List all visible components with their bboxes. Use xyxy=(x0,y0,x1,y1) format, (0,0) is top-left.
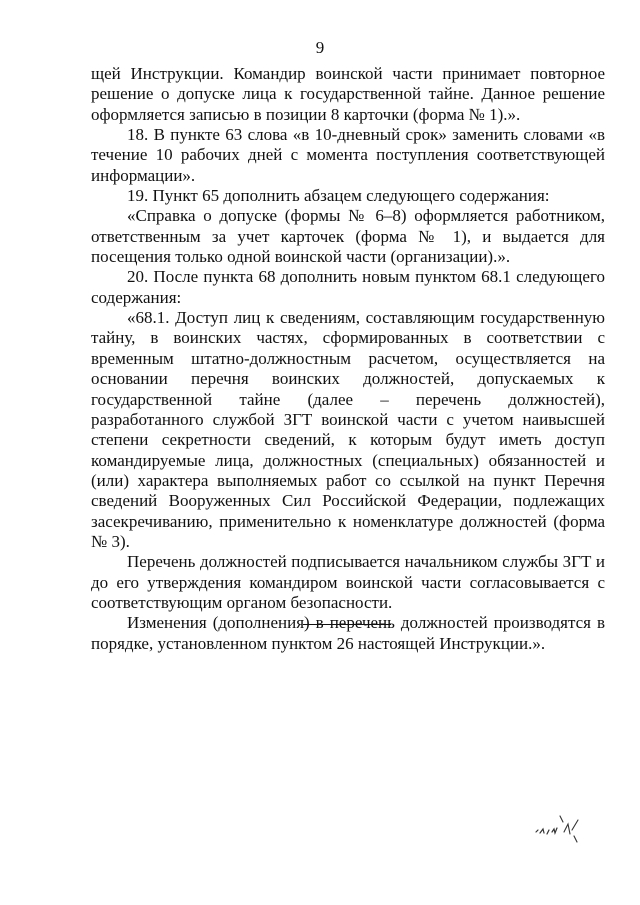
paragraph-list-changes: Изменения (дополнения) в перечень должностей производятся в порядке, установленном пунктом 26 настоящей Инструкции.». xyxy=(91,613,605,653)
page-number: 9 xyxy=(315,38,325,57)
paragraph-item-18: 18. В пункте 63 слова «в 10-дневный срок» заменить словами «в течение 10 рабочих дней с момента поступления соответствующей информации». xyxy=(91,125,605,185)
paragraph-item-20: 20. После пункта 68 дополнить новым пунктом 68.1 следующего содержания: xyxy=(91,267,605,307)
end-divider xyxy=(303,624,391,625)
paragraph-continuation: щей Инструкции. Командир воинской части принимает повторное решение о допуске лица к государственной тайне. Данное решение оформляется записью в позиции 8 карточки (форма № 1).». xyxy=(91,64,605,124)
paragraph-list-approval: Перечень должностей подписывается начальником службы ЗГТ и до его утверждения командиром воинской части согласовывается с соответствующим органом безопасности. xyxy=(91,552,605,612)
paragraph-item-19-quote: «Справка о допуске (формы № 6–8) оформляется работником, ответственным за учет карточек (форма № 1), и выдается для посещения только одной воинской части (организации).». xyxy=(91,206,605,267)
handwritten-signature-icon xyxy=(530,808,590,850)
document-body xyxy=(91,64,605,654)
paragraph-item-19: 19. Пункт 65 дополнить абзацем следующего содержания: xyxy=(127,186,550,206)
paragraph-item-68-1: «68.1. Доступ лиц к сведениям, составляющим государственную тайну, в воинских частях, сформированных в соответствии с временным штатно-должностным расчетом, осуществляется на основании перечня воинских должностей, допускаемых к государственной тайне (далее – перечень должностей), разработанного службой ЗГТ воинской части с учетом наивысшей степени секретности сведений, к которым будут иметь доступ командируемые лица, должностных (специальных) обязанностей и (или) характера выполняемых работ со ссылкой на пункт Перечня сведений Вооруженных Сил Российской Федерации, подлежащих засекречиванию, применительно к номенклатуре должностей (форма № 3). xyxy=(91,308,605,551)
